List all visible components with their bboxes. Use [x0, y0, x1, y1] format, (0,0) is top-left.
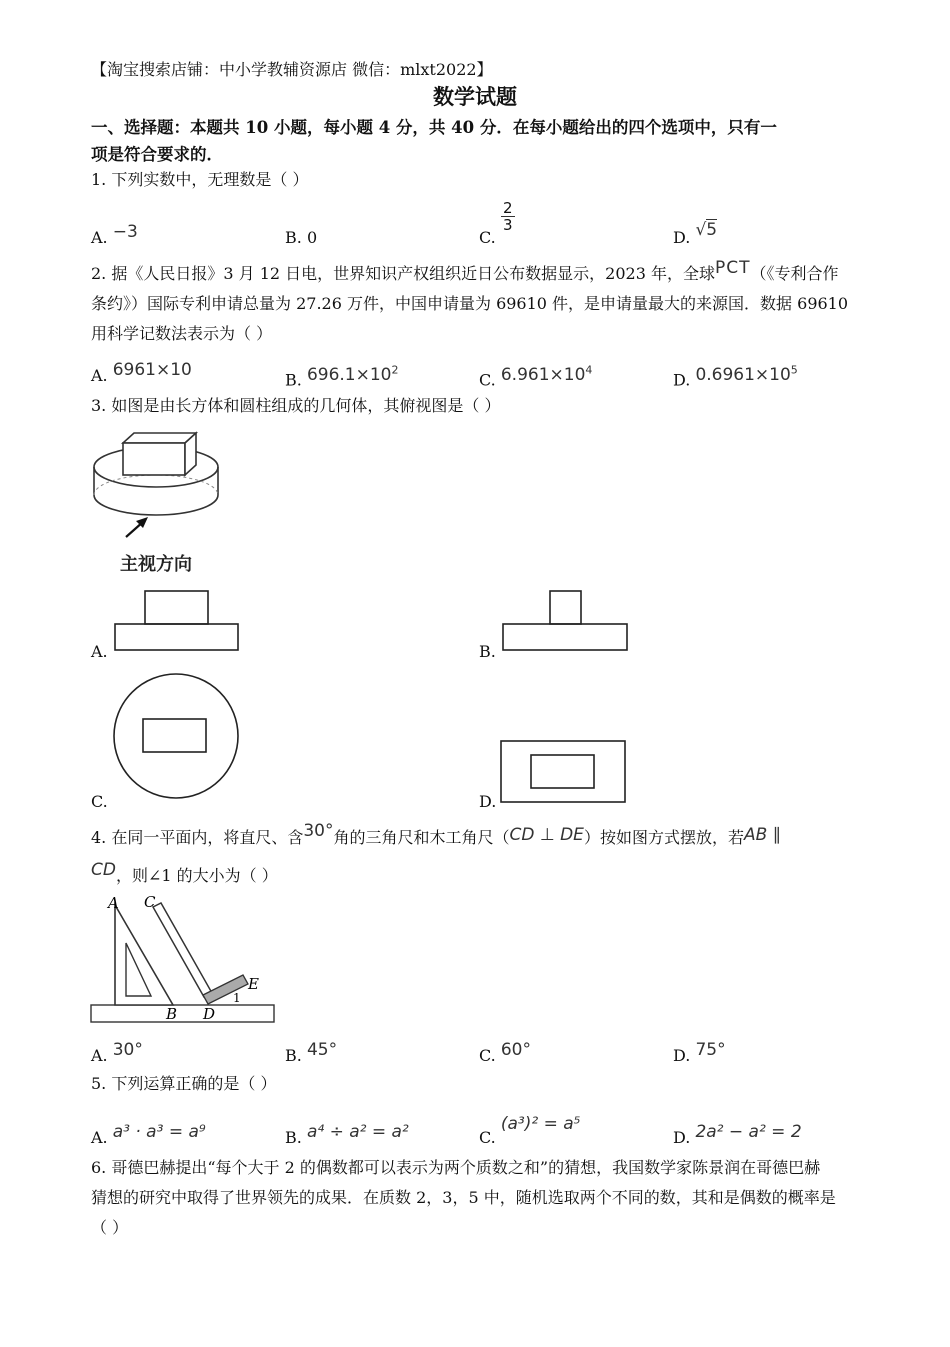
- option-letter: D.: [673, 228, 691, 247]
- q5-stem: 5. 下列运算正确的是（ ）: [91, 1074, 277, 1093]
- option-base: 6.961×10: [500, 364, 586, 385]
- q1-option-a: [91, 222, 138, 248]
- header-banner: 【淘宝搜索店铺：中小学教辅资源店 微信：mlxt2022】: [91, 60, 493, 79]
- fraction-numerator: 2: [503, 199, 513, 217]
- q3-option-b-figure: [500, 588, 630, 654]
- option-letter: C.: [479, 1128, 496, 1147]
- option-value: 0: [306, 228, 318, 247]
- option-letter: B.: [285, 1046, 302, 1065]
- option-letter: A.: [91, 228, 108, 247]
- q5-option-a: [91, 1122, 206, 1148]
- option-exponent: 5: [790, 363, 798, 376]
- option-value: a⁴ ÷ a² = a²: [306, 1122, 409, 1142]
- q2-option-a: [91, 360, 192, 386]
- option-letter: D.: [673, 370, 691, 390]
- q2-line1-tail: （《专利合作: [750, 264, 839, 283]
- option-letter: D.: [673, 1046, 691, 1065]
- option-value: −3: [112, 222, 138, 242]
- option-value: 75°: [695, 1040, 726, 1060]
- q2-option-b: [285, 363, 399, 391]
- perp-expression: CD ⊥ DE: [509, 825, 584, 845]
- q4-option-a: [91, 1040, 143, 1066]
- q3-option-d-letter: D.: [479, 792, 497, 811]
- q4-line2-text: ，则∠1 的大小为（ ）: [115, 866, 278, 885]
- q6-line2: 猜想的研究中取得了世界领先的成果．在质数 2，3，5 中，随机选取两个不同的数，其和是偶数的概率是: [91, 1188, 836, 1207]
- q3-option-a-letter: A.: [91, 642, 108, 661]
- option-value: 45°: [306, 1040, 338, 1060]
- q3-option-b-letter: B.: [479, 642, 496, 661]
- option-letter: C.: [479, 228, 496, 247]
- q1-stem: 1. 下列实数中，无理数是（ ）: [91, 170, 309, 189]
- angle-30: 30°: [303, 821, 334, 841]
- page-title: 数学试题: [433, 84, 517, 109]
- option-value: (a³)² = a⁵: [500, 1114, 581, 1134]
- q4-option-d: [673, 1040, 726, 1066]
- q2-option-c: [479, 363, 593, 391]
- option-letter: D.: [673, 1128, 691, 1147]
- q4-option-c: [479, 1040, 531, 1066]
- option-letter: C.: [479, 1046, 496, 1065]
- q5-option-c: [479, 1114, 581, 1148]
- parallel-expression: AB ∥: [743, 825, 782, 845]
- option-letter: B.: [285, 228, 302, 247]
- option-base: 0.6961×10: [695, 364, 791, 385]
- q4-line1: [91, 821, 782, 848]
- q4-line1-tail: ）按如图方式摆放，若: [583, 828, 744, 847]
- q3-option-a-figure: [112, 588, 242, 654]
- option-value: 30°: [112, 1040, 143, 1060]
- q4-option-b: [285, 1040, 338, 1066]
- q3-stem: 3. 如图是由长方体和圆柱组成的几何体，其俯视图是（ ）: [91, 396, 501, 415]
- q2-line3: 用科学记数法表示为（ ）: [91, 324, 273, 343]
- radicand: 5: [706, 220, 718, 240]
- q6-line3: （ ）: [91, 1218, 129, 1237]
- point-d-label: D: [203, 1005, 216, 1023]
- q3-option-c-figure: [110, 672, 244, 806]
- option-value: 2a² − a² = 2: [695, 1122, 802, 1142]
- q2-line2: 条约》）国际专利申请总量为 27.26 万件，中国申请量为 69610 件，是申请量最大的来源国．数据 69610: [91, 294, 849, 313]
- sqrt-icon: √: [695, 220, 707, 240]
- angle-1-label: 1: [233, 991, 241, 1005]
- option-value: 60°: [500, 1040, 531, 1060]
- pct-term: PCT: [714, 258, 751, 278]
- option-exponent: 4: [585, 363, 593, 376]
- option-letter: C.: [479, 370, 496, 390]
- q3-option-c-letter: C.: [91, 792, 108, 811]
- option-base: 696.1×10: [306, 364, 392, 385]
- q2-line1-text: 2. 据《人民日报》3 月 12 日电，世界知识产权组织近日公布数据显示，2023 年，全球: [91, 264, 715, 283]
- point-e-label: E: [248, 975, 259, 993]
- point-c-label: C: [144, 893, 156, 911]
- q4-line1-mid: 角的三角尺和木工角尺（: [333, 828, 510, 847]
- sqrt-expression: [695, 220, 717, 240]
- option-value: a³ · a³ = a⁹: [112, 1122, 206, 1142]
- q1-option-b: [285, 228, 317, 248]
- option-letter: A.: [91, 1046, 108, 1065]
- q4-line1-text: 4. 在同一平面内，将直尺、含: [91, 828, 304, 847]
- q3-option-d-figure: [498, 738, 630, 806]
- q1-option-d: [673, 220, 718, 248]
- q5-option-d: [673, 1122, 802, 1148]
- fraction: [501, 200, 515, 233]
- option-value: 6961×10: [112, 360, 192, 380]
- q2-option-d: [673, 363, 798, 391]
- option-letter: B.: [285, 1128, 302, 1147]
- q4-figure: [88, 893, 283, 1028]
- section-heading-line1: 一、选择题：本题共 10 小题，每小题 4 分，共 40 分．在每小题给出的四个选项中，只有一: [91, 118, 777, 137]
- q4-line2: [91, 860, 278, 886]
- q6-line1: 6. 哥德巴赫提出“每个大于 2 的偶数都可以表示为两个质数之和”的猜想，我国数学家陈景润在哥德巴赫: [91, 1158, 821, 1177]
- option-letter: B.: [285, 370, 302, 390]
- point-a-label: A: [108, 894, 119, 912]
- point-b-label: B: [166, 1005, 178, 1023]
- cd-label: CD: [91, 860, 116, 880]
- q2-line1: [91, 258, 839, 284]
- q3-solid-figure: [88, 425, 238, 580]
- section-heading-line2: 项是符合要求的．: [91, 145, 223, 164]
- q5-option-b: [285, 1122, 409, 1148]
- option-letter: A.: [91, 1128, 108, 1147]
- option-letter: A.: [91, 366, 108, 385]
- fraction-denominator: 3: [503, 216, 513, 234]
- option-exponent: 2: [391, 363, 399, 376]
- view-direction-label: 主视方向: [120, 554, 192, 575]
